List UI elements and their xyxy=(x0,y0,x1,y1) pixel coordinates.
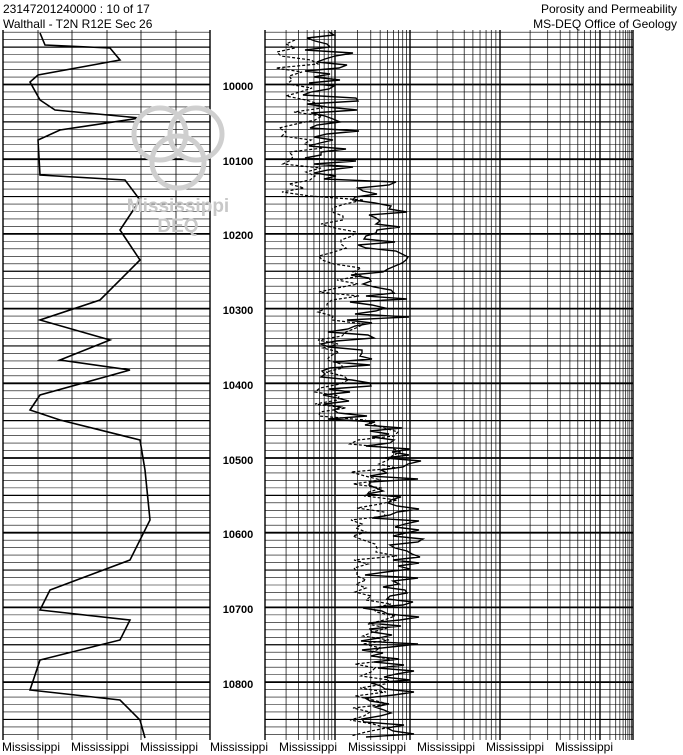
footer-label: Mississippi xyxy=(348,740,407,754)
footer-label: Mississippi xyxy=(2,740,61,754)
footer-label: Mississippi xyxy=(210,740,269,754)
depth-label: 10300 xyxy=(222,305,254,317)
footer-label: Mississippi xyxy=(279,740,338,754)
footer-strip xyxy=(0,740,683,755)
well-id: 23147201240000 : 10 of 17 xyxy=(3,2,150,16)
depth-label: 10400 xyxy=(222,380,254,392)
footer-label: Mississippi xyxy=(71,740,130,754)
depth-label: 10500 xyxy=(222,455,254,467)
depth-label: 10600 xyxy=(222,529,254,541)
well-location: Walthall - T2N R12E Sec 26 xyxy=(3,17,153,31)
watermark-line2: DEQ xyxy=(157,216,199,236)
watermark-line1: Mississippi xyxy=(126,196,230,217)
footer-label: Mississippi xyxy=(486,740,545,754)
resistivity-curve xyxy=(303,32,423,737)
depth-label: 10100 xyxy=(222,156,254,168)
sp-curve xyxy=(30,33,150,738)
depth-track xyxy=(223,81,254,691)
footer-label: Mississippi xyxy=(555,740,614,754)
footer-label: Mississippi xyxy=(417,740,476,754)
log-title: Porosity and Permeability xyxy=(540,2,677,16)
footer-label: Mississippi xyxy=(140,740,199,754)
track1-grid xyxy=(3,30,210,740)
depth-label: 10200 xyxy=(222,230,254,242)
office-name: MS-DEQ Office of Geology xyxy=(533,17,677,31)
track2-grid xyxy=(265,30,633,740)
depth-label: 10000 xyxy=(222,81,254,93)
depth-label: 10700 xyxy=(222,604,254,616)
depth-label: 10800 xyxy=(222,679,254,691)
